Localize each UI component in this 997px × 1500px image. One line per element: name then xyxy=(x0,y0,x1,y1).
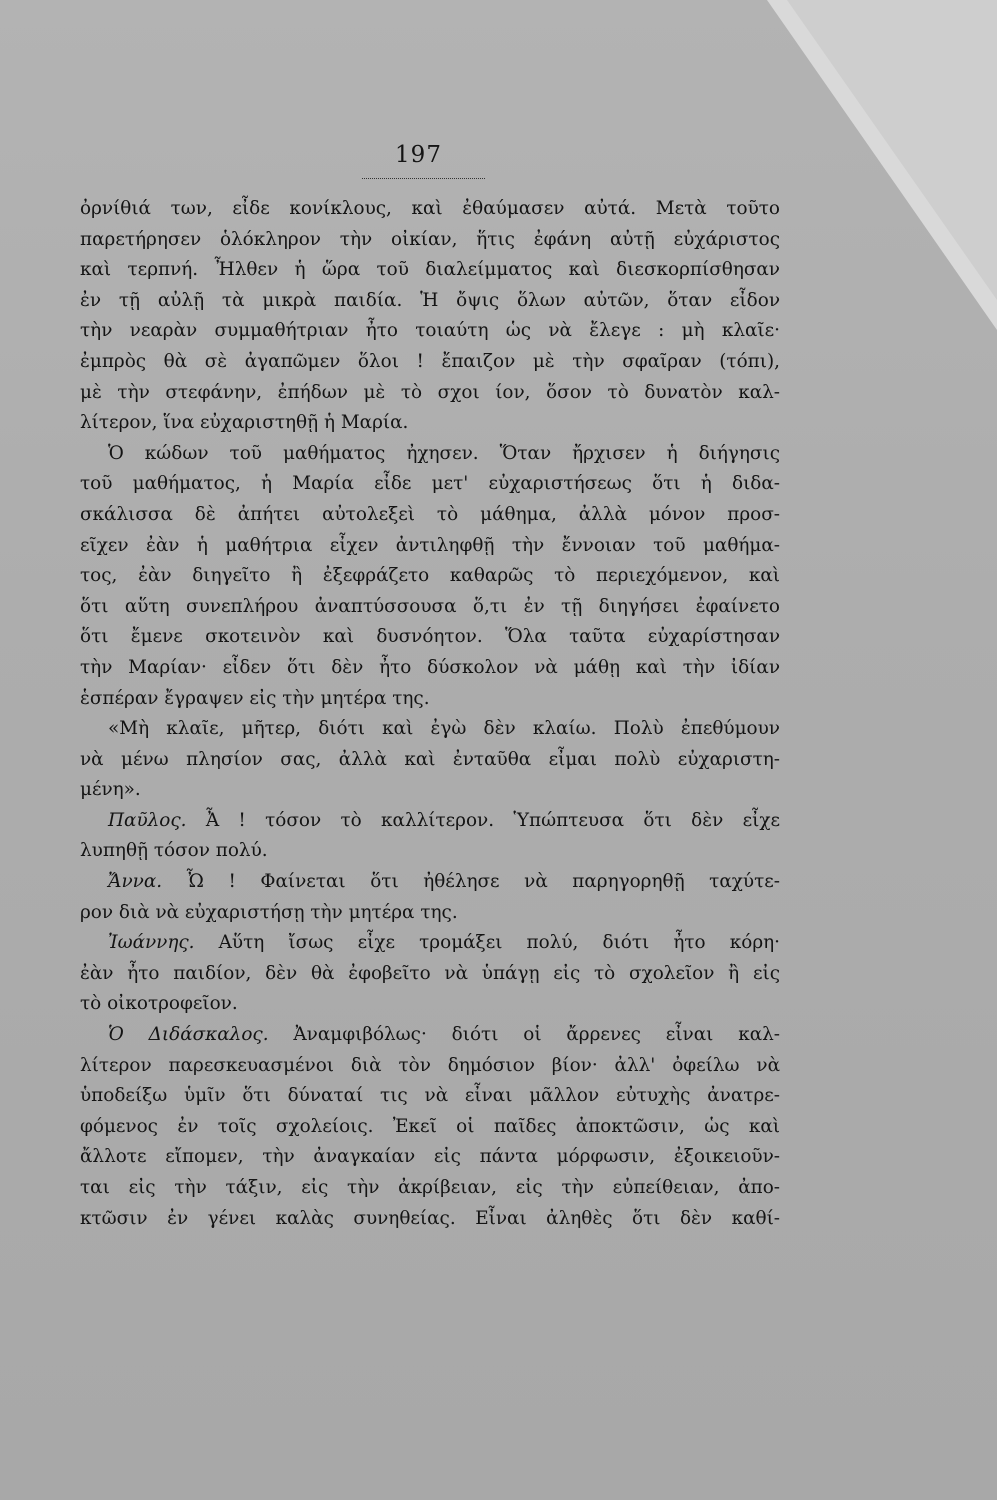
text-line xyxy=(80,439,780,470)
text-line xyxy=(80,653,780,684)
speaker-name: Παῦλος. xyxy=(108,809,187,831)
text-line xyxy=(80,928,780,959)
line-text: λίτερον, ἵνα εὐχαριστηθῇ ἡ Μαρία. xyxy=(80,412,409,434)
text-line xyxy=(80,286,780,317)
text-line xyxy=(80,1173,780,1204)
line-text: φόμενος ἐν τοῖς σχολείοις. Ἐκεῖ οἱ παῖδες ἀποκτῶσιν, ὡς καὶ xyxy=(80,1115,780,1137)
text-line xyxy=(80,1081,780,1112)
speaker-name: Ὁ Διδάσκαλος. xyxy=(108,1024,269,1046)
text-line xyxy=(80,867,780,898)
text-line xyxy=(80,806,780,837)
line-text: τος, ἐὰν διηγεῖτο ἢ ἐξεφράζετο καθαρῶς τὸ περιεχόμενον, καὶ xyxy=(80,565,780,587)
text-line xyxy=(80,469,780,500)
text-line xyxy=(80,898,780,929)
line-text: τὴν νεαρὰν συμμαθήτριαν ἦτο τοιαύτη ὡς νὰ ἔλεγε : μὴ κλαῖε· xyxy=(80,320,780,342)
line-text: τοῦ μαθήματος, ἡ Μαρία εἶδε μετ' εὐχαριστήσεως ὅτι ἡ διδα- xyxy=(80,473,780,495)
line-text: Ἆ ! τόσον τὸ καλλίτερον. Ὑπώπτευσα ὅτι δὲν εἶχε xyxy=(186,809,780,831)
line-text: ὅτι αὕτη συνεπλήρου ἀναπτύσσουσα ὅ,τι ἐν τῇ διηγήσει ἐφαίνετο xyxy=(80,595,780,617)
line-text: ἐμπρὸς θὰ σὲ ἀγαπῶμεν ὅλοι ! ἔπαιζον μὲ τὴν σφαῖραν (τόπι), xyxy=(80,350,780,372)
text-line xyxy=(80,959,780,990)
text-line xyxy=(80,378,780,409)
line-text: καὶ τερπνή. Ἦλθεν ἡ ὥρα τοῦ διαλείμματος καὶ διεσκορπίσθησαν xyxy=(80,259,780,281)
line-text: λυπηθῇ τόσον πολύ. xyxy=(80,840,268,862)
line-text: ἐὰν ἦτο παιδίον, δὲν θὰ ἐφοβεῖτο νὰ ὑπάγῃ εἰς τὸ σχολεῖον ἢ εἰς xyxy=(80,962,780,984)
text-line xyxy=(80,622,780,653)
body-text xyxy=(80,194,780,1234)
line-text: ρον διὰ νὰ εὐχαριστήσῃ τὴν μητέρα της. xyxy=(80,901,458,923)
text-line xyxy=(80,745,780,776)
text-line xyxy=(80,1204,780,1235)
line-text: Ἀναμφιβόλως· διότι οἱ ἄρρενες εἶναι καλ- xyxy=(268,1024,780,1046)
line-text: ται εἰς τὴν τάξιν, εἰς τὴν ἀκρίβειαν, εἰς τὴν εὐπείθειαν, ἀπο- xyxy=(80,1177,780,1198)
text-line xyxy=(80,1020,780,1051)
text-line xyxy=(80,255,780,286)
text-line xyxy=(80,225,780,256)
line-text: τὸ οἰκοτροφεῖον. xyxy=(80,993,238,1015)
text-line xyxy=(80,561,780,592)
line-text: ἑσπέραν ἔγραψεν εἰς τὴν μητέρα της. xyxy=(80,687,430,709)
text-line xyxy=(80,1051,780,1082)
page-number-rule xyxy=(362,178,485,179)
text-line xyxy=(80,775,780,806)
page-number: 197 xyxy=(395,142,442,168)
text-line xyxy=(80,316,780,347)
text-line xyxy=(80,684,780,715)
line-text: ὑποδείξω ὑμῖν ὅτι δύναταί τις νὰ εἶναι μᾶλλον εὐτυχὴς ἀνατρε- xyxy=(80,1085,780,1107)
speaker-name: Ἰωάννης. xyxy=(108,932,195,954)
line-text: σκάλισσα δὲ ἀπήτει αὐτολεξεὶ τὸ μάθημα, ἀλλὰ μόνον προσ- xyxy=(80,503,780,525)
line-text: ὅτι ἔμενε σκοτεινὸν καὶ δυσνόητον. Ὅλα ταῦτα εὐχαρίστησαν xyxy=(80,626,780,648)
text-line xyxy=(80,408,780,439)
line-text: νὰ μένω πλησίον σας, ἀλλὰ καὶ ἐνταῦθα εἶμαι πολὺ εὐχαριστη- xyxy=(80,748,780,770)
speaker-name: Ἄννα. xyxy=(108,871,163,893)
line-text: τὴν Μαρίαν· εἶδεν ὅτι δὲν ἦτο δύσκολον νὰ μάθῃ καὶ τὴν ἰδίαν xyxy=(80,656,780,678)
line-text: παρετήρησεν ὁλόκληρον τὴν οἰκίαν, ἥτις ἐφάνη αὐτῇ εὐχάριστος xyxy=(80,228,780,250)
text-line xyxy=(80,1112,780,1143)
line-text: Αὕτη ἴσως εἶχε τρομάξει πολύ, διότι ἦτο κόρη· xyxy=(194,932,780,954)
line-text: ἄλλοτε εἴπομεν, τὴν ἀναγκαίαν εἰς πάντα μόρφωσιν, ἐξοικειοῦν- xyxy=(80,1146,780,1168)
text-line xyxy=(80,531,780,562)
line-text: κτῶσιν ἐν γένει καλὰς συνηθείας. Εἶναι ἀληθὲς ὅτι δὲν καθί- xyxy=(80,1207,780,1229)
line-text: «Μὴ κλαῖε, μῆτερ, διότι καὶ ἐγὼ δὲν κλαίω. Πολὺ ἐπεθύμουν xyxy=(108,718,780,740)
line-text: ὀρνίθιά των, εἶδε κονίκλους, καὶ ἐθαύμασεν αὐτά. Μετὰ τοῦτο xyxy=(80,198,780,219)
line-text: ἐν τῇ αὐλῇ τὰ μικρὰ παιδία. Ἡ ὄψις ὅλων αὐτῶν, ὅταν εἶδον xyxy=(80,289,780,311)
text-line xyxy=(80,347,780,378)
line-text: μένη». xyxy=(80,779,141,801)
text-line xyxy=(80,194,780,225)
text-line xyxy=(80,1142,780,1173)
line-text: εῖχεν ἐὰν ἡ μαθήτρια εἶχεν ἀντιληφθῇ τὴν ἔννοιαν τοῦ μαθήμα- xyxy=(80,534,780,556)
text-line xyxy=(80,592,780,623)
line-text: Ὦ ! Φαίνεται ὅτι ἠθέλησε νὰ παρηγορηθῇ ταχύτε- xyxy=(162,871,780,893)
text-line xyxy=(80,836,780,867)
line-text: Ὁ κώδων τοῦ μαθήματος ἠχησεν. Ὅταν ἤρχισεν ἡ διήγησις xyxy=(108,442,780,464)
text-line xyxy=(80,500,780,531)
text-line xyxy=(80,714,780,745)
text-line xyxy=(80,989,780,1020)
line-text: λίτερον παρεσκευασμένοι διὰ τὸν δημόσιον βίον· ἀλλ' ὀφείλω νὰ xyxy=(80,1054,780,1076)
line-text: μὲ τὴν στεφάνην, ἐπήδων μὲ τὸ σχοι ίον, ὅσον τὸ δυνατὸν καλ- xyxy=(80,381,780,403)
